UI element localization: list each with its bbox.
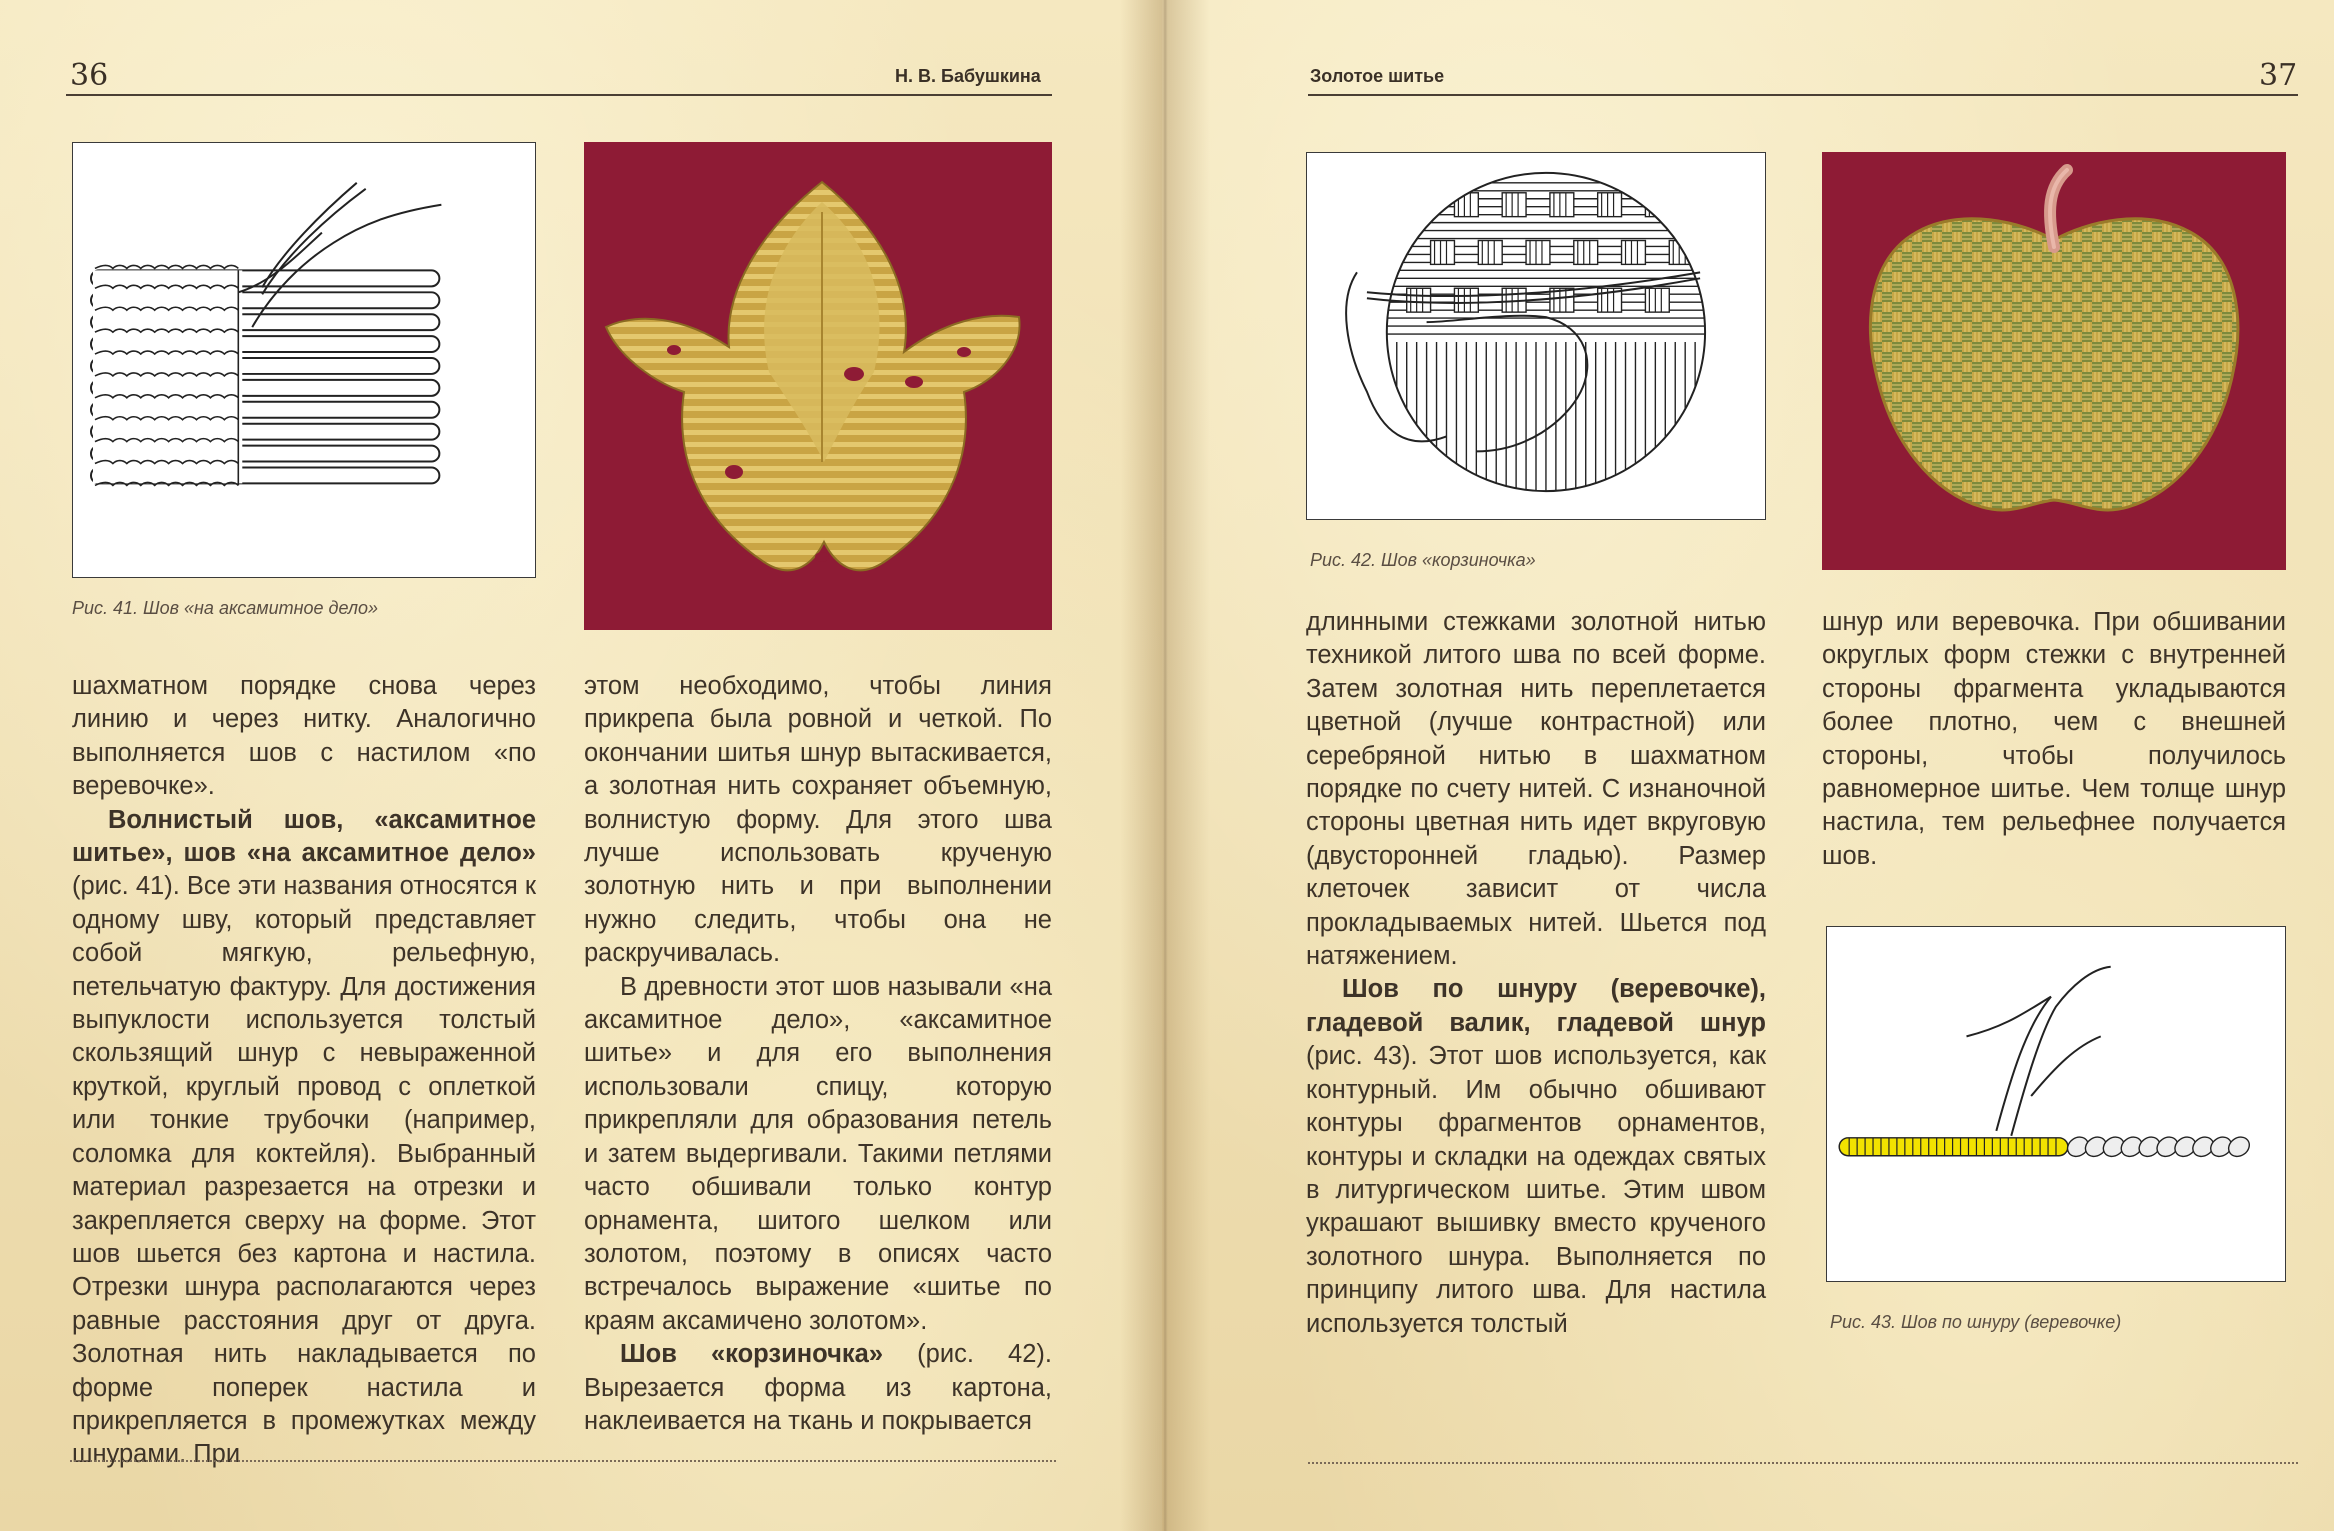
paragraph-text: (рис. 41). Все эти названия относятся к одному шву, который представляет собой мягкую, рельефную, петельчатую фактуру. Для достижения выпуклости используется толстый скользящий шнур с невыраженной круткой, круглый провод с оплеткой или тонкие трубочки (например, соломка для коктейля). Выбранный материал разрезается на отрезки и закрепляется сверху на форме. Этот шов шьется без картона и настила. Отрезки шнура располагаются через равные расстояния друг от друга. Золотная нить накладывается по форме поперек настила и прикрепляется в промежутках между шнурами. При	[72, 872, 536, 1469]
paragraph	[72, 804, 536, 1472]
paragraph: В древности этот шов называли «на аксамитное дело», «аксамитное шитье» и для его выполнения использовали спицу, которую прикрепляли для образования петель и затем выдергивали. Такими петлями часто обшивали только контур орнамента, шитого шелком или золотом, поэтому в описях часто встречалось выражение «шитье по краям аксамичено золотом».	[584, 972, 1052, 1335]
footer-rule-right	[1308, 1462, 2298, 1464]
running-head-right: Золотое шитье	[1310, 66, 1445, 86]
figure-42-photo	[1822, 152, 2286, 570]
right-column-1	[1306, 606, 1766, 1341]
cord-stitch-illustration	[1827, 927, 2285, 1281]
figure-43-drawing	[1826, 926, 2286, 1282]
header-rule-left	[66, 94, 1052, 96]
left-page	[0, 0, 1162, 1531]
page-number-right: 37	[2259, 58, 2298, 93]
gold-apple-embroidery	[1822, 152, 2286, 570]
figure-43-caption: Рис. 43. Шов по шнуру (веревочке)	[1830, 1312, 2122, 1332]
gold-tulip-embroidery	[584, 142, 1052, 630]
book-gutter	[1120, 0, 1210, 1531]
velvet-stitch-illustration	[73, 143, 535, 577]
left-column-2	[584, 670, 1052, 1438]
figure-41-drawing	[72, 142, 536, 578]
left-column-1	[72, 670, 536, 1472]
paragraph: шахматном порядке снова через линию и через нитку. Аналогично выполняется шов с настилом «по веревочке».	[72, 672, 536, 801]
paragraph-text: (рис. 43). Этот шов используется, как контурный. Им обычно обшивают контуры фрагментов орнаментов, контуры и складки на одеждах святых в литургическом шитье. Этим швом украшают вышивку вместо крученого золотного шнура. Выполняется по принципу литого шва. Для настила используется толстый	[1306, 1042, 1766, 1338]
figure-42-drawing	[1306, 152, 1766, 520]
basket-stitch-illustration	[1307, 153, 1765, 519]
paragraph	[1306, 973, 1766, 1340]
paragraph-text: (рис. 42). Вырезается форма из картона, наклеивается на ткань и покрывается	[584, 1340, 1052, 1435]
figure-41-caption: Рис. 41. Шов «на аксамитное дело»	[72, 598, 379, 618]
page-number-left: 36	[70, 58, 109, 93]
right-page	[1162, 0, 2334, 1531]
running-head-left: Н. В. Бабушкина	[895, 66, 1041, 86]
figure-42-caption: Рис. 42. Шов «корзиночка»	[1310, 550, 1536, 570]
footer-rule-left	[70, 1460, 1056, 1462]
paragraph: этом необходимо, чтобы линия прикрепа была ровной и четкой. По окончании шитья шнур вытаскивается, а золотная нить сохраняет объемную, волнистую форму. Для этого шва лучше использовать крученую золотную нить и при выполнении нужно следить, чтобы она не раскручивалась.	[584, 672, 1052, 968]
paragraph: шнур или веревочка. При обшивании округлых форм стежки с внутренней стороны фрагмента укладываются более плотно, чем с внешней стороны, чтобы получилось равномерное шитье. Чем толще шнур настила, тем рельефнее получается шов.	[1822, 608, 2286, 870]
header-rule-right	[1308, 94, 2298, 96]
bold-heading: Шов «корзиночка»	[620, 1340, 884, 1369]
paragraph: длинными стежками золотной нитью техникой литого шва по всей форме. Затем золотная нить переплетается цветной (лучше контрастной) или серебряной нитью в шахматном порядке по счету нитей. С изнаночной стороны цветная нить идет вкруговую (двусторонней гладью). Размер клеточек зависит от числа прокладываемых нитей. Шьется под натяжением.	[1306, 608, 1766, 971]
figure-41-photo	[584, 142, 1052, 630]
right-column-2	[1822, 606, 2286, 873]
bold-heading: Шов по шнуру (веревочке), гладевой валик, гладевой шнур	[1306, 975, 1766, 1037]
bold-heading: Волнистый шов, «аксамитное шитье», шов «на аксамитное дело»	[72, 805, 536, 868]
paragraph	[584, 1338, 1052, 1438]
